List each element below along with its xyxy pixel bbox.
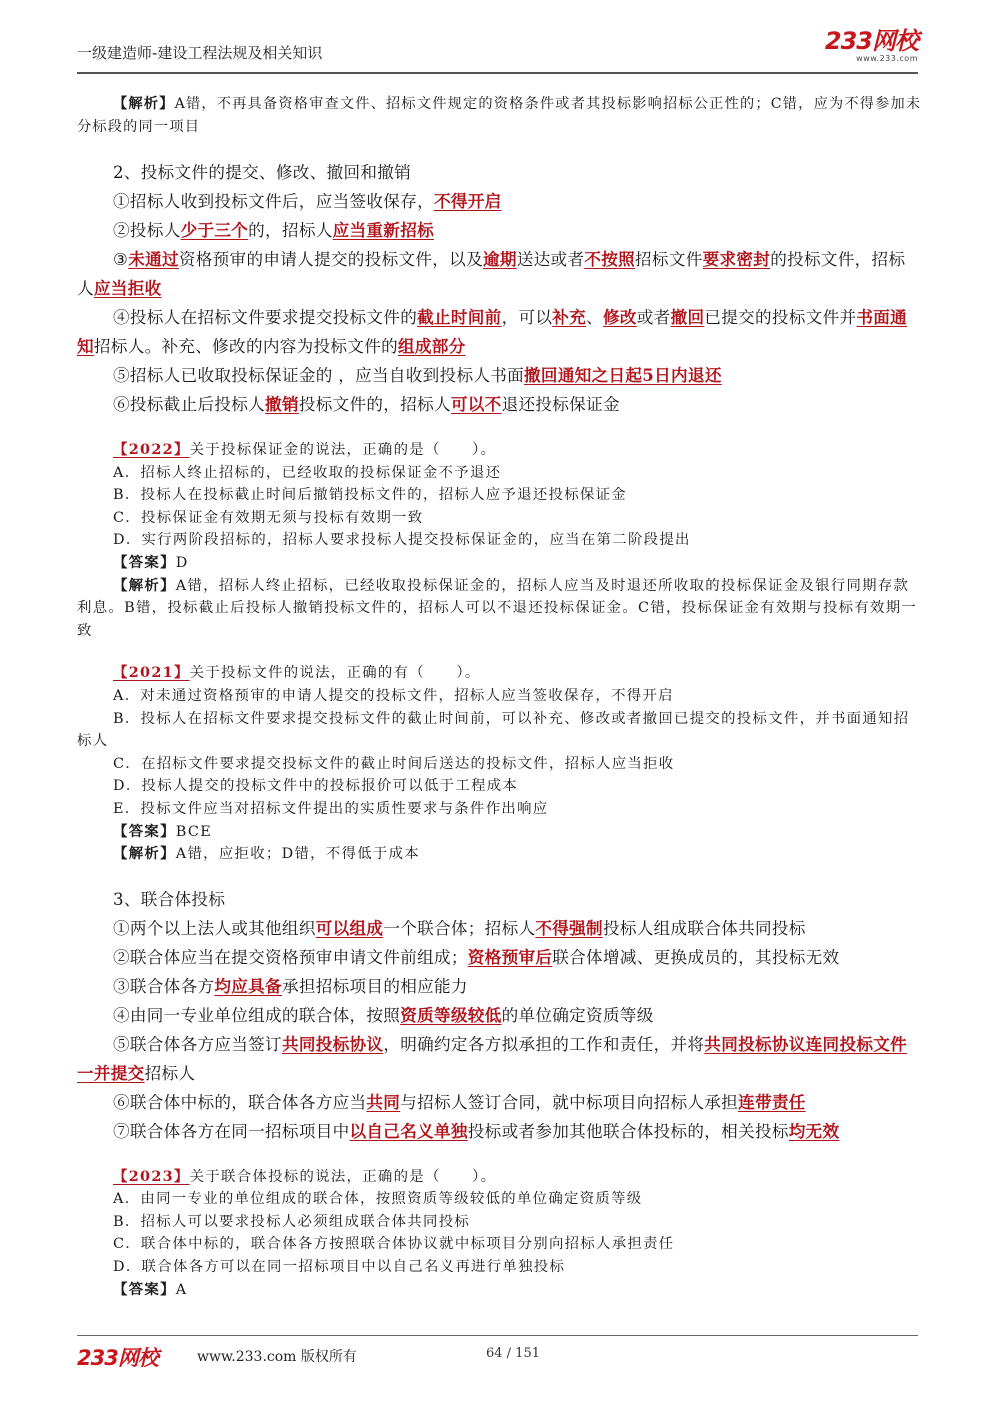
page-content [77,93,922,1301]
keyword: 应当重新招标 [332,220,434,240]
section3-item-2: ②联合体应当在提交资格预审申请文件前组成；资格预审后联合体增减、更换成员的，其投标无效 [113,946,840,967]
option-a: A．由同一专业的单位组成的联合体，按照资质等级较低的单位确定资质等级 [113,1191,643,1208]
option-c: C．在招标文件要求提交投标文件的截止时间后送达的投标文件，招标人应当拒收 [113,755,675,772]
logo-text: 233网校 [824,27,918,55]
question-stem: 【2021】关于投标文件的说法，正确的有（ ）。 [113,664,481,682]
keyword: 未通过 [128,249,179,269]
keyword: 书面通知 [77,307,908,356]
keyword: 可以组成 [315,917,384,938]
intro-label: 【解析】 [113,96,175,112]
keyword: 可以不 [450,394,502,414]
option-c: C．投标保证金有效期无须与投标有效期一致 [113,509,424,526]
option-c: C．联合体中标的，联合体各方按照联合体协议就中标项目分别向招标人承担责任 [113,1236,675,1253]
brand-logo [825,28,918,63]
option-d: D．投标人提交的投标文件中的投标报价可以低于工程成本 [113,778,519,795]
year-tag: 【2021】 [113,664,190,682]
option-a: A．对未通过资格预审的申请人提交的投标文件，招标人应当签收保存，不得开启 [113,687,674,704]
question-stem: 【2023】关于联合体投标的说法，正确的是（ ）。 [113,1167,497,1185]
section-2 [77,159,922,419]
footer-copyright: www.233.com 版权所有 [197,1349,357,1365]
keyword: 共同投标协议 [281,1033,384,1054]
keyword: 不得强制 [535,917,603,938]
footer-divider [77,1335,918,1336]
option-e: E．投标文件应当对招标文件提出的实质性要求与条件作出响应 [113,800,549,817]
section3-item-7: ⑦联合体各方在同一招标项目中以自己名义单独投标或者参加其他联合体投标的，相关投标均无效 [113,1120,840,1141]
keyword: 要求密封 [702,249,771,269]
section2-item-2: ②投标人少于三个的，招标人应当重新招标 [113,220,434,240]
intro-text: A错，不再具备资格审查文件、招标文件规定的资格条件或者其投标影响招标公正性的；C错，应为不得参加未分标段的同一项目 [77,96,922,135]
keyword: 均无效 [788,1120,840,1141]
keyword: 以自己名义单独 [349,1120,468,1141]
section2-item-5: ⑤招标人已收取投标保证金的 ，应当自收到投标人书面撤回通知之日起5日内退还 [113,365,722,385]
section2-title: 2、投标文件的提交、修改、撤回和撤销 [113,163,412,182]
section2-item-1: ①招标人收到投标文件后，应当签收保存，不得开启 [113,191,502,211]
page-footer [77,1335,918,1375]
keyword: 截止时间前 [417,307,502,327]
question-2022 [77,439,922,642]
year-tag: 【2023】 [113,1167,190,1185]
keyword: 不得开启 [433,191,502,211]
logo-url: www.233.com [856,54,918,63]
section2-item-4: ④投标人在招标文件要求提交投标文件的截止时间前，可以补充、修改或者撤回已提交的投标文件并书面通知招标人。补充、修改的内容为投标文件的组成部分 [77,307,908,356]
section3-item-5: ⑤联合体各方应当签订共同投标协议，明确约定各方拟承担的工作和责任，并将共同投标协议连同投标文件一并提交招标人 [77,1033,908,1083]
section3-item-3: ③联合体各方均应具备承担招标项目的相应能力 [113,975,468,996]
analysis: 【解析】A错，应拒收；D错，不得低于成本 [113,845,420,863]
answer: 【答案】BCE [113,822,213,840]
answer: 【答案】D [113,553,189,571]
question-2023 [77,1166,922,1302]
intro-analysis [77,93,922,139]
keyword: 共同投标协议连同投标文件一并提交 [77,1033,908,1083]
section2-item-6: ⑥投标截止后投标人撤销投标文件的，招标人可以不退还投标保证金 [113,394,620,414]
section3-item-6: ⑥联合体中标的，联合体各方应当共同与招标人签订合同，就中标项目向招标人承担连带责任 [113,1091,806,1112]
keyword: 连带责任 [738,1091,806,1112]
keyword: 撤回通知之日起5日内退还 [524,365,722,385]
keyword: 均应具备 [214,975,282,996]
section3-item-1: ①两个以上法人或其他组织可以组成一个联合体；招标人不得强制投标人组成联合体共同投标 [113,917,806,938]
keyword: 不按照 [584,249,636,269]
section3-item-4: ④由同一专业单位组成的联合体，按照资质等级较低的单位确定资质等级 [113,1004,654,1025]
answer: 【答案】A [113,1280,188,1298]
keyword: 逾期 [482,249,517,269]
section3-title: 3、联合体投标 [113,889,226,909]
section-3 [77,886,922,1146]
option-b: B．投标人在招标文件要求提交投标文件的截止时间前，可以补充、修改或者撤回已提交的投标文件，并书面通知招标人 [77,710,910,750]
section2-item-3: ③未通过资格预审的申请人提交的投标文件，以及逾期送达或者不按照招标文件要求密封的投标文件，招标人应当拒收 [77,249,906,298]
option-d: D．联合体各方可以在同一招标项目中以自己名义再进行单独投标 [113,1259,566,1276]
option-d: D．实行两阶段招标的，招标人要求投标人提交投标保证金的，应当在第二阶段提出 [113,532,691,549]
option-b: B．招标人可以要求投标人必须组成联合体共同投标 [113,1213,471,1230]
footer-logo: 233网校 [77,1346,158,1370]
keyword: 补充 [552,307,587,327]
page-header [77,28,918,74]
keyword: 应当拒收 [93,278,162,298]
header-divider [77,72,918,74]
option-a: A．招标人终止招标的，已经收取的投标保证金不予退还 [113,464,502,481]
header-title: 一级建造师-建设工程法规及相关知识 [77,44,323,62]
question-2021 [77,662,922,865]
keyword: 撤销 [265,394,299,414]
keyword: 组成部分 [398,336,466,356]
keyword: 少于三个 [180,220,249,240]
keyword: 撤回 [670,307,705,327]
keyword: 资格预审后 [467,946,553,967]
keyword: 修改 [602,307,637,327]
keyword: 共同 [366,1091,401,1112]
question-stem: 【2022】关于投标保证金的说法，正确的是（ ）。 [113,441,497,458]
page-number: 64 / 151 [486,1346,540,1361]
analysis: 【解析】A错，招标人终止招标，已经收取投标保证金的，招标人应当及时退还所收取的投标保证金及银行同期存款利息。B错，投标截止后投标人撤销投标文件的，招标人可以不退还投标保证金。C错，投标保证金有效期与投标有效期一致 [77,576,918,639]
keyword: 资质等级较低 [400,1004,502,1025]
year-tag: 【2022】 [113,441,190,458]
option-b: B．投标人在投标截止时间后撤销投标文件的，招标人应予退还投标保证金 [113,487,627,504]
